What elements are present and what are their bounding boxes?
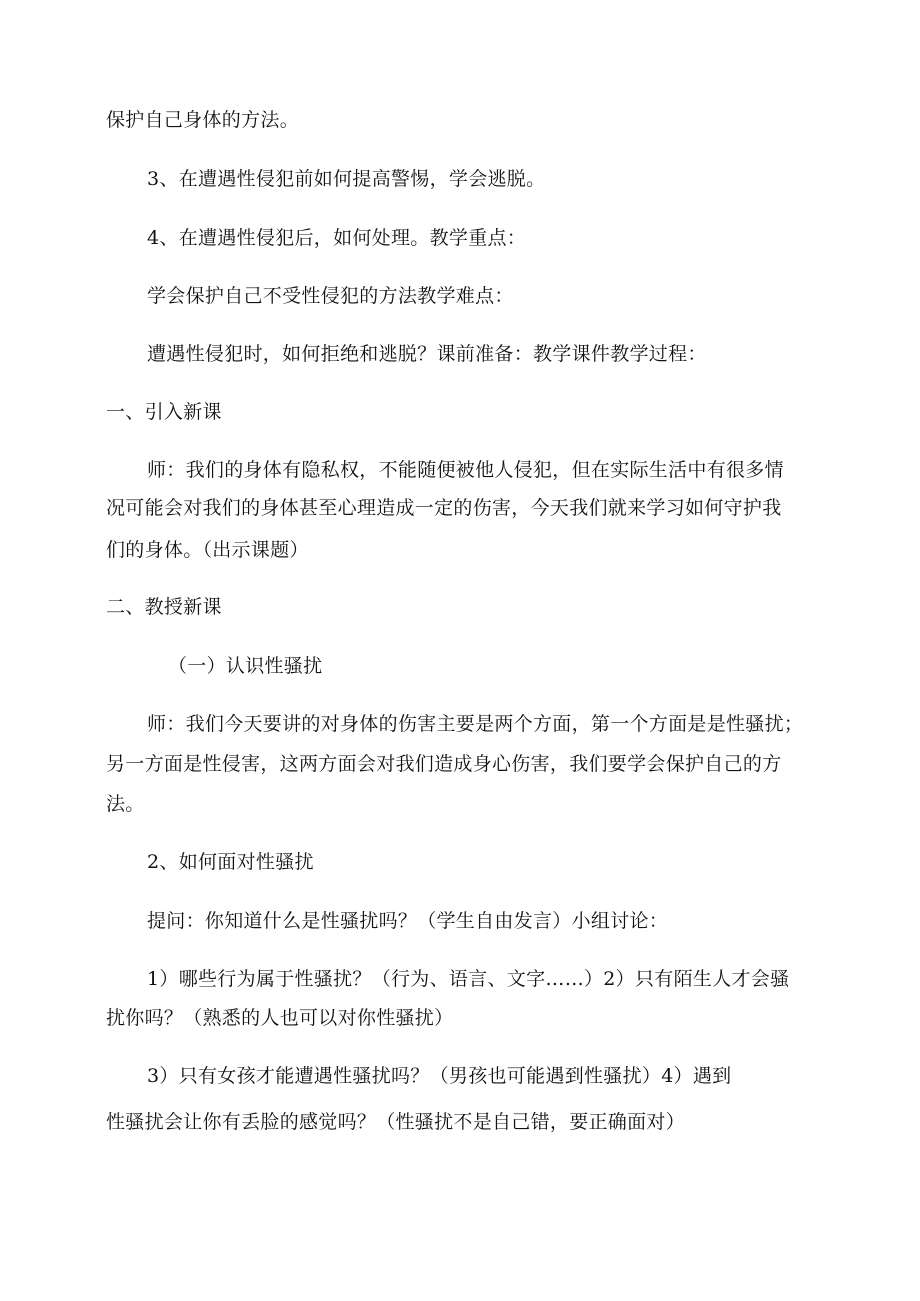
paragraph-line: 3、在遭遇性侵犯前如何提高警惕，学会逃脱。 xyxy=(147,168,546,190)
subsection-heading: （一）认识性骚扰 xyxy=(168,655,323,677)
paragraph-line: 另一方面是性侵害，这两方面会对我们造成身心伤害，我们要学会保护自己的方 xyxy=(106,753,782,775)
paragraph-line: 4、在遭遇性侵犯后，如何处理。教学重点： xyxy=(147,227,527,249)
paragraph-line: 3）只有女孩才能遭遇性骚扰吗？（男孩也可能遇到性骚扰）4）遇到 xyxy=(147,1065,732,1087)
paragraph-line: 扰你吗？（熟悉的人也可以对你性骚扰） xyxy=(106,1007,454,1029)
paragraph-line: 学会保护自己不受性侵犯的方法教学难点： xyxy=(147,285,514,307)
paragraph-line: 遭遇性侵犯时，如何拒绝和逃脱？课前准备：教学课件教学过程： xyxy=(147,343,707,365)
paragraph-line: 保护自己身体的方法。 xyxy=(106,109,300,131)
paragraph-line: 况可能会对我们的身体甚至心理造成一定的伤害，今天我们就来学习如何守护我 xyxy=(106,497,782,519)
paragraph-line: 师：我们的身体有隐私权，不能随便被他人侵犯，但在实际生活中有很多情 xyxy=(147,459,784,481)
paragraph-line: 师：我们今天要讲的对身体的伤害主要是两个方面，第一个方面是是性骚扰； xyxy=(147,713,804,735)
paragraph-line: 1）哪些行为属于性骚扰？（行为、语言、文字……）2）只有陌生人才会骚 xyxy=(147,968,790,990)
paragraph-line: 法。 xyxy=(106,793,145,815)
section-heading: 一、引入新课 xyxy=(106,401,222,423)
paragraph-line: 提问：你知道什么是性骚扰吗？（学生自由发言）小组讨论： xyxy=(147,910,669,932)
section-heading: 二、教授新课 xyxy=(106,596,222,618)
subsection-heading: 2、如何面对性骚扰 xyxy=(147,851,314,873)
paragraph-line: 们的身体。（出示课题） xyxy=(106,539,309,561)
paragraph-line: 性骚扰会让你有丢脸的感觉吗？（性骚扰不是自己错，要正确面对） xyxy=(106,1111,686,1133)
